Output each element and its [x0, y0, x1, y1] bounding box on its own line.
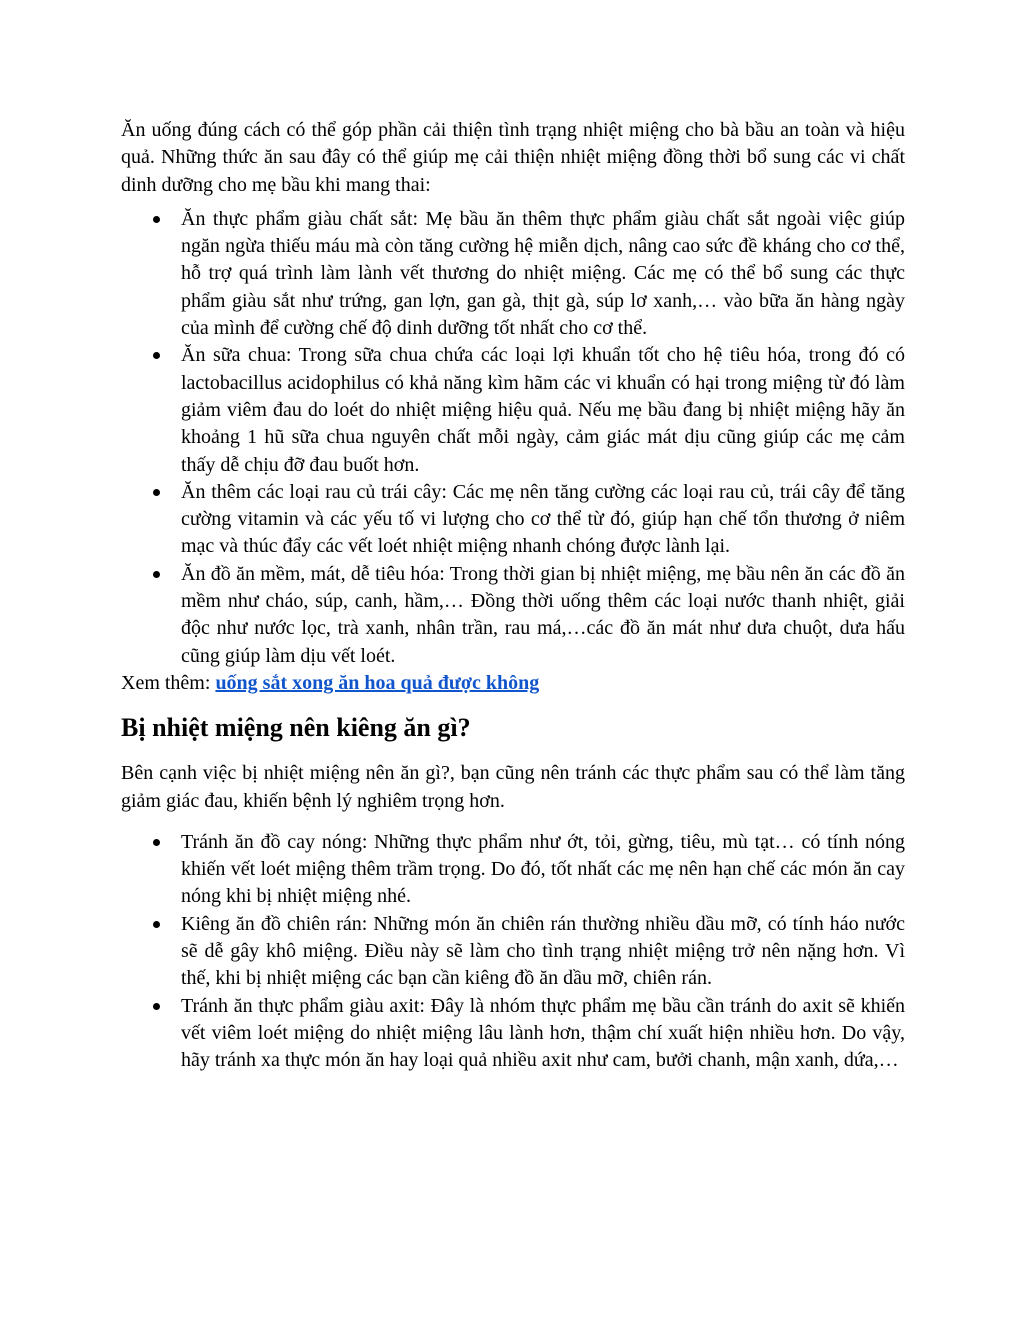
section-paragraph: Bên cạnh việc bị nhiệt miệng nên ăn gì?, bạn cũng nên tránh các thực phẩm sau có thể làm tăng giảm giác đau, khiến bệnh lý nghiêm trọng hơn. — [121, 762, 905, 812]
see-more-label: Xem thêm: — [121, 671, 216, 694]
list-item — [121, 993, 905, 1075]
list-item — [121, 342, 905, 478]
see-more-line — [121, 670, 905, 697]
bullet-icon — [153, 216, 160, 223]
eat-foods-list — [121, 206, 905, 670]
list-item — [121, 206, 905, 342]
list-item-text: Ăn thực phẩm giàu chất sắt: Mẹ bầu ăn thêm thực phẩm giàu chất sắt ngoài việc giúp ngăn ngừa thiếu máu mà còn tăng cường hệ miễn dịch, nâng cao sức đề kháng cho cơ thể, hỗ trợ quá trình làm lành vết thương do nhiệt miệng. Các mẹ có thể bổ sung các thực phẩm giàu sắt như trứng, gan lợn, gan gà, thịt gà, súp lơ xanh,… vào bữa ăn hàng ngày của mình để cường chế độ dinh dưỡng tốt nhất cho cơ thể. — [181, 207, 905, 340]
list-item-text: Tránh ăn đồ cay nóng: Những thực phẩm như ớt, tỏi, gừng, tiêu, mù tạt… có tính nóng khiến vết loét miệng thêm trầm trọng. Do đó, tốt nhất các mẹ nên hạn chế các món ăn cay nóng khi bị nhiệt miệng nhé. — [181, 830, 905, 908]
list-item-text: Kiêng ăn đồ chiên rán: Những món ăn chiên rán thường nhiều dầu mỡ, có tính háo nước sẽ dễ gây khô miệng. Điều này sẽ làm cho tình trạng nhiệt miệng trở nên nặng hơn. Vì thế, khi bị nhiệt miệng các bạn cần kiêng đồ ăn dầu mỡ, chiên rán. — [181, 912, 905, 990]
document-page — [121, 117, 905, 1075]
list-item-text: Ăn sữa chua: Trong sữa chua chứa các loại lợi khuẩn tốt cho hệ tiêu hóa, trong đó có lactobacillus acidophilus có khả năng kìm hãm các vi khuẩn có hại trong miệng từ đó làm giảm viêm đau do loét do nhiệt miệng hiệu quả. Nếu mẹ bầu đang bị nhiệt miệng hãy ăn khoảng 1 hũ sữa chua nguyên chất mỗi ngày, cảm giác mát dịu cũng giúp các mẹ cảm thấy dễ chịu đỡ đau buốt hơn. — [181, 344, 905, 476]
bullet-icon — [153, 352, 160, 359]
list-item-text: Ăn thêm các loại rau củ trái cây: Các mẹ nên tăng cường các loại rau củ, trái cây để tăng cường vitamin và các yếu tố vi lượng cho cơ thể từ đó, giúp hạn chế tổn thương ở niêm mạc và thúc đẩy các vết loét nhiệt miệng nhanh chóng được lành lại. — [181, 480, 905, 558]
see-more-link[interactable]: uống sắt xong ăn hoa quả được không — [215, 671, 540, 694]
list-item — [121, 829, 905, 911]
section-heading: Bị nhiệt miệng nên kiêng ăn gì? — [121, 713, 471, 743]
avoid-foods-list — [121, 829, 905, 1075]
bullet-icon — [153, 571, 160, 578]
list-item — [121, 911, 905, 993]
bullet-icon — [153, 921, 160, 928]
bullet-icon — [153, 489, 160, 496]
list-item — [121, 561, 905, 670]
list-item-text: Tránh ăn thực phẩm giàu axit: Đây là nhóm thực phẩm mẹ bầu cần tránh do axit sẽ khiến vết viêm loét miệng do nhiệt miệng lâu lành hơn, thậm chí xuất hiện nhiều hơn. Do vậy, hãy tránh xa thực món ăn hay loại quả nhiều axit như cam, bưởi chanh, mận xanh, dứa,… — [181, 994, 905, 1072]
bullet-icon — [153, 839, 160, 846]
list-item-text: Ăn đồ ăn mềm, mát, dễ tiêu hóa: Trong thời gian bị nhiệt miệng, mẹ bầu nên ăn các đồ ăn mềm như cháo, súp, canh, hầm,… Đồng thời uống thêm các loại nước thanh nhiệt, giải độc như nước lọc, trà xanh, nhân trần, rau má,…các đồ ăn mát như dưa chuột, dưa hấu cũng giúp làm dịu vết loét. — [181, 562, 905, 667]
list-item — [121, 479, 905, 561]
intro-paragraph: Ăn uống đúng cách có thể góp phần cải thiện tình trạng nhiệt miệng cho bà bầu an toàn và hiệu quả. Những thức ăn sau đây có thể giúp mẹ cải thiện nhiệt miệng đồng thời bổ sung các vi chất dinh dưỡng cho mẹ bầu khi mang thai: — [121, 119, 905, 196]
bullet-icon — [153, 1003, 160, 1010]
